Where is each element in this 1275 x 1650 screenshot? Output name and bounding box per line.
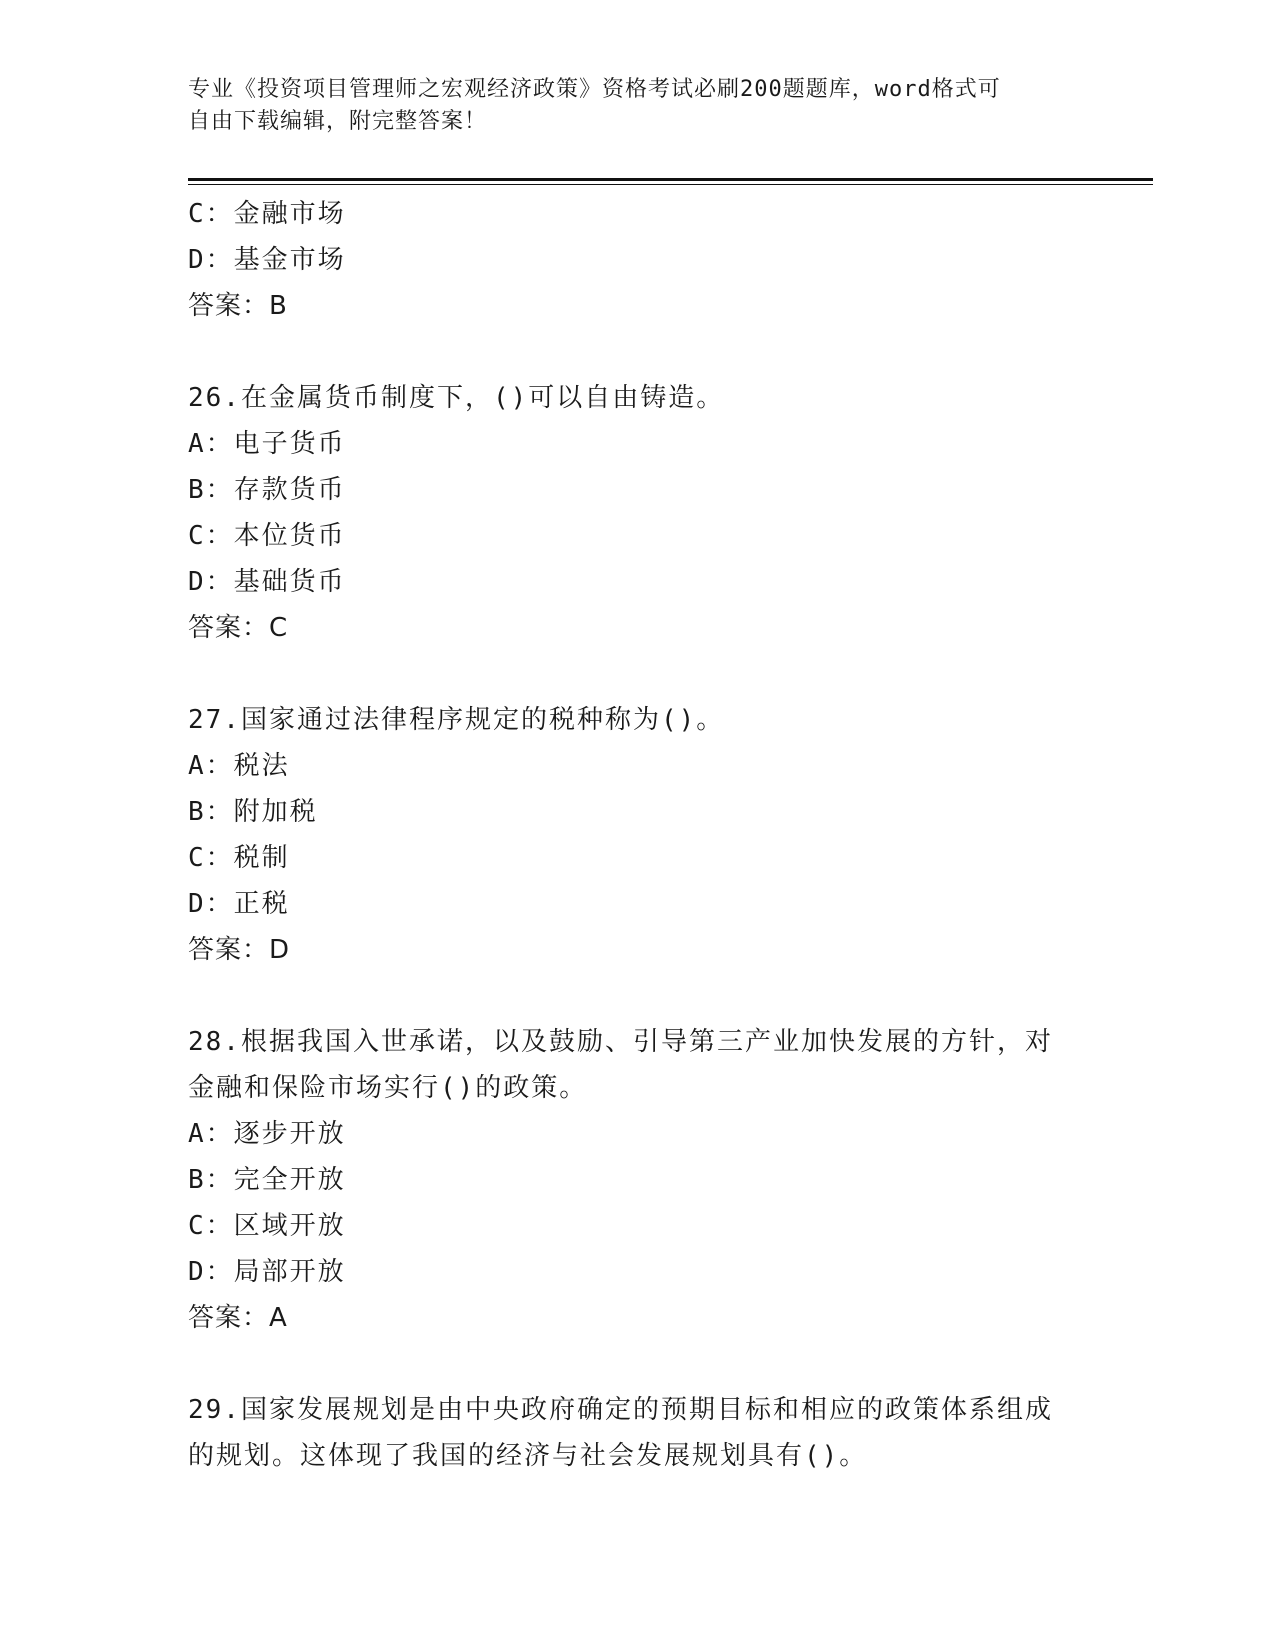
option-b: B：存款货币 xyxy=(188,475,346,505)
header-divider-thick xyxy=(188,178,1153,181)
question-stem: 27.国家通过法律程序规定的税种称为()。 xyxy=(188,705,725,735)
question-block xyxy=(188,1387,1088,1479)
spacer xyxy=(188,329,1088,375)
spacer xyxy=(188,651,1088,697)
option-b: B：完全开放 xyxy=(188,1165,346,1195)
option-d: D：局部开放 xyxy=(188,1257,346,1287)
header-title-line-1: 专业《投资项目管理师之宏观经济政策》资格考试必刷200题题库，word格式可 xyxy=(188,77,1001,102)
question-stem: 26.在金属货币制度下，()可以自由铸造。 xyxy=(188,383,725,413)
question-stem-line-1: 29.国家发展规划是由中央政府确定的预期目标和相应的政策体系组成 xyxy=(188,1395,1053,1425)
answer-line: 答案：C xyxy=(188,613,289,643)
option-a: A：逐步开放 xyxy=(188,1119,346,1149)
answer-line: 答案：B xyxy=(188,291,288,321)
option-c: C：区域开放 xyxy=(188,1211,346,1241)
answer-line: 答案：D xyxy=(188,935,291,965)
question-list xyxy=(188,191,1088,1479)
option-d: D：正税 xyxy=(188,889,290,919)
option-a: A：电子货币 xyxy=(188,429,346,459)
question-stem-line-1: 28.根据我国入世承诺，以及鼓励、引导第三产业加快发展的方针，对 xyxy=(188,1027,1053,1057)
question-block xyxy=(188,697,1088,973)
option-d: D：基础货币 xyxy=(188,567,346,597)
option-c: C：本位货币 xyxy=(188,521,346,551)
option-a: A：税法 xyxy=(188,751,290,781)
question-stem-line-2: 的规划。这体现了我国的经济与社会发展规划具有()。 xyxy=(188,1441,868,1471)
question-block xyxy=(188,375,1088,651)
option-c: C：税制 xyxy=(188,843,290,873)
answer-line: 答案：A xyxy=(188,1303,288,1333)
spacer xyxy=(188,973,1088,1019)
question-block xyxy=(188,1019,1088,1341)
question-stem-line-2: 金融和保险市场实行()的政策。 xyxy=(188,1073,588,1103)
header-divider-thin xyxy=(188,184,1153,185)
option-c: C：金融市场 xyxy=(188,199,346,229)
document-header xyxy=(188,74,1068,138)
spacer xyxy=(188,1341,1088,1387)
option-d: D：基金市场 xyxy=(188,245,346,275)
header-title-line-2: 自由下载编辑，附完整答案！ xyxy=(188,109,488,134)
option-b: B：附加税 xyxy=(188,797,318,827)
